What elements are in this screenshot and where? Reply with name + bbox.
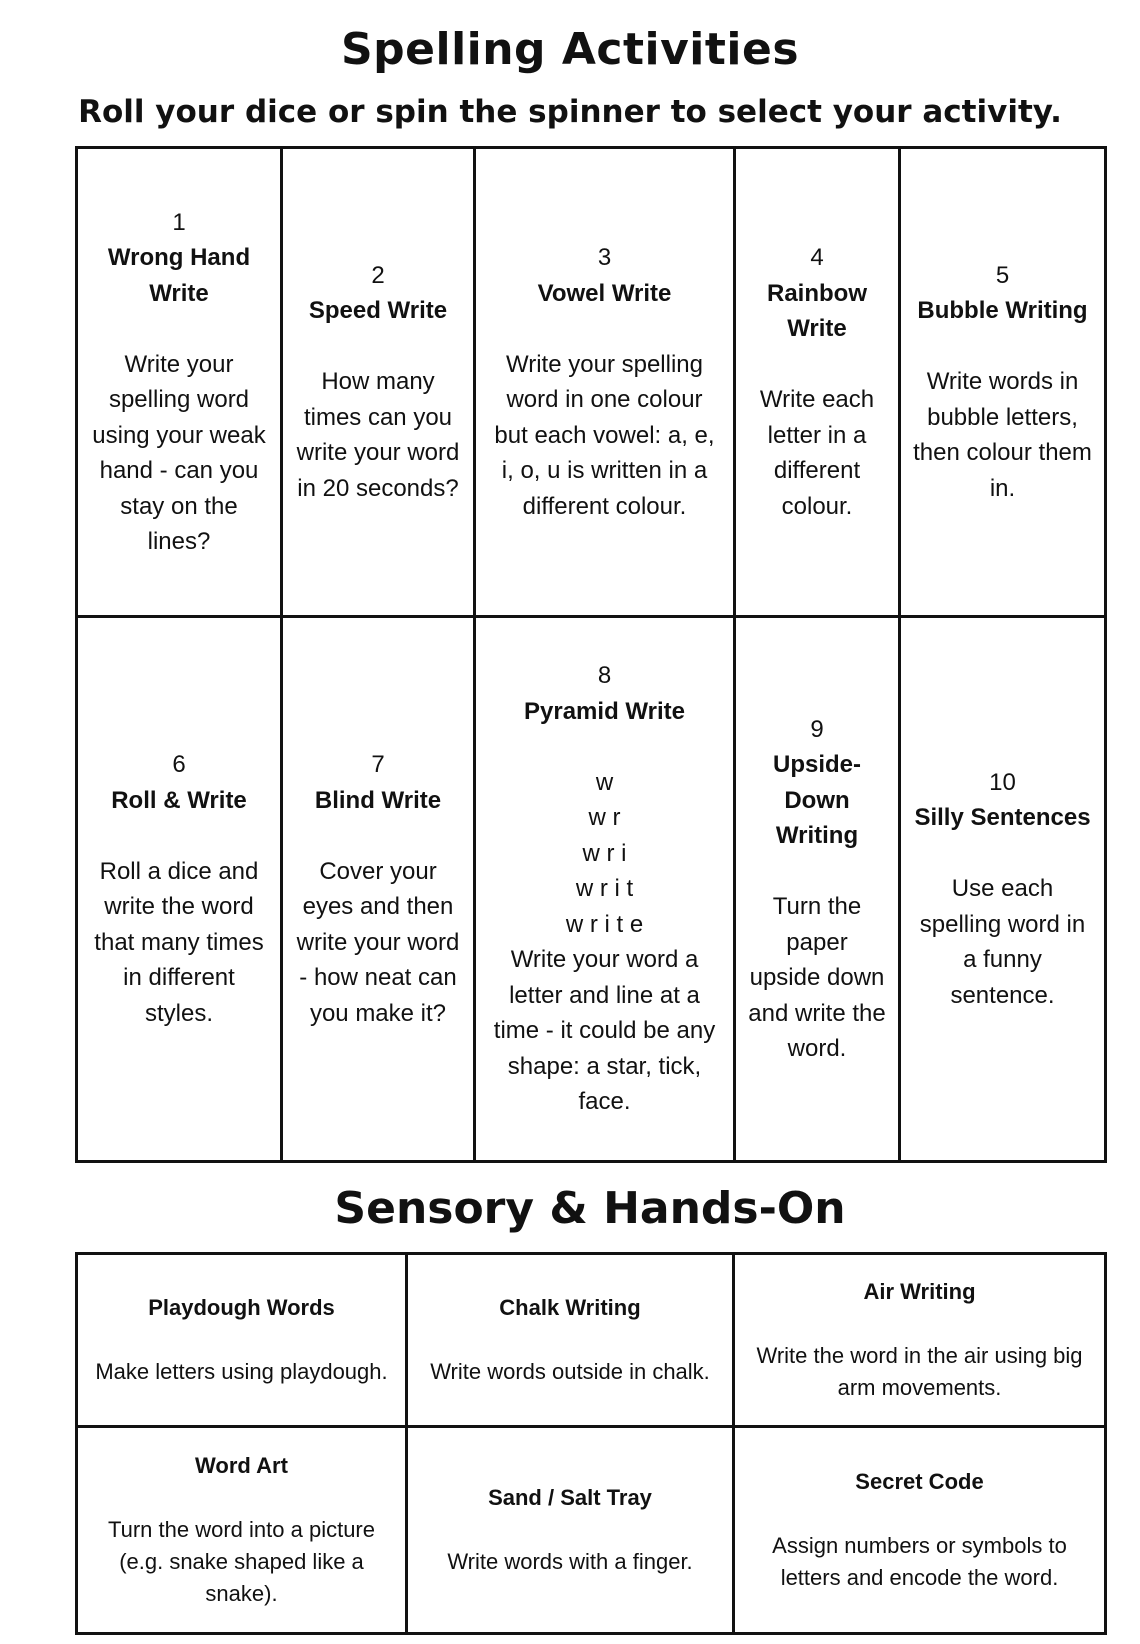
pyramid-line: w r i t e bbox=[565, 910, 644, 938]
activity-name: Bubble Writing bbox=[917, 297, 1088, 325]
activity-cell-10 bbox=[900, 617, 1106, 1162]
activity-name: Speed Write bbox=[308, 297, 448, 325]
sensory-name: Secret Code bbox=[855, 1469, 984, 1494]
pyramid-line: w bbox=[595, 768, 614, 796]
activity-grid bbox=[75, 146, 1107, 1163]
sensory-row bbox=[77, 1254, 1106, 1427]
activity-cell-2 bbox=[282, 148, 475, 617]
activity-number: 8 bbox=[597, 662, 612, 690]
activity-description: Roll a dice and write the word that many times in different styles. bbox=[94, 857, 264, 1027]
activity-number: 1 bbox=[172, 208, 186, 236]
activity-description: Cover your eyes and then write your word - how neat can you make it? bbox=[296, 857, 460, 1027]
sensory-description: Write the word in the air using big arm movements. bbox=[756, 1343, 1083, 1400]
activity-row bbox=[77, 617, 1106, 1162]
activity-cell-6 bbox=[77, 617, 282, 1162]
activity-number: 2 bbox=[371, 261, 385, 289]
activity-row bbox=[77, 148, 1106, 617]
activity-number: 5 bbox=[995, 261, 1010, 289]
activity-name: Blind Write bbox=[314, 786, 442, 814]
activity-description: Write your word a letter and line at a time - it could be any shape: a star, tick, face. bbox=[493, 946, 716, 1116]
activity-description: Write words in bubble letters, then colour them in. bbox=[913, 368, 1092, 502]
activity-cell-9 bbox=[735, 617, 900, 1162]
sensory-grid bbox=[75, 1252, 1107, 1635]
activity-cell-3 bbox=[475, 148, 735, 617]
activity-number: 4 bbox=[810, 244, 824, 271]
activity-description: Turn the paper upside down and write the word. bbox=[748, 893, 886, 1062]
activity-name: Silly Sentences bbox=[914, 804, 1091, 832]
sensory-cell-chalk bbox=[407, 1254, 734, 1427]
sensory-description: Make letters using playdough. bbox=[95, 1359, 388, 1384]
pyramid-line: w r i t bbox=[575, 875, 634, 903]
page-title: Spelling Activities bbox=[340, 24, 800, 75]
activity-number: 6 bbox=[172, 751, 186, 778]
activity-number: 10 bbox=[989, 768, 1016, 796]
sensory-cell-air bbox=[734, 1254, 1106, 1427]
activity-description: Write your spelling word using your weak hand - can you stay on the lines? bbox=[92, 350, 266, 555]
pyramid-line: w r i bbox=[582, 839, 627, 867]
sensory-description: Write words outside in chalk. bbox=[430, 1359, 710, 1384]
activity-number: 9 bbox=[810, 715, 824, 743]
sensory-description: Turn the word into a picture (e.g. snake shaped like a snake). bbox=[108, 1517, 375, 1606]
activity-cell-4 bbox=[735, 148, 900, 617]
activity-number: 3 bbox=[597, 244, 612, 271]
activity-name: Vowel Write bbox=[537, 279, 672, 307]
activity-description: How many times can you write your word in 20 seconds? bbox=[296, 368, 460, 502]
pyramid-line: w r bbox=[588, 804, 621, 832]
activity-cell-7 bbox=[282, 617, 475, 1162]
activity-description: Write each letter in a different colour. bbox=[759, 386, 875, 520]
activity-cell-5 bbox=[900, 148, 1106, 617]
sensory-description: Write words with a finger. bbox=[447, 1549, 693, 1574]
sensory-cell-word-art bbox=[77, 1427, 407, 1634]
activity-number: 7 bbox=[371, 751, 385, 778]
section-title: Sensory & Hands-On bbox=[334, 1183, 846, 1234]
activity-name: Pyramid Write bbox=[524, 697, 685, 725]
activity-cell-8 bbox=[475, 617, 735, 1162]
activity-name: Wrong Hand Write bbox=[107, 244, 251, 307]
sensory-name: Chalk Writing bbox=[499, 1295, 641, 1320]
sensory-name: Word Art bbox=[195, 1453, 288, 1478]
sensory-cell-sand-tray bbox=[407, 1427, 734, 1634]
sensory-description: Assign numbers or symbols to letters and encode the word. bbox=[772, 1533, 1067, 1590]
sensory-name: Sand / Salt Tray bbox=[488, 1485, 652, 1510]
activity-name: Rainbow Write bbox=[767, 279, 867, 342]
sensory-name: Air Writing bbox=[863, 1279, 976, 1304]
sensory-row bbox=[77, 1427, 1106, 1634]
activity-description: Write your spelling word in one colour but each vowel: a, e, i, o, u is written in a different colour. bbox=[494, 350, 715, 520]
activity-name: Roll & Write bbox=[111, 786, 247, 814]
activity-cell-1 bbox=[77, 148, 282, 617]
sensory-cell-secret-code bbox=[734, 1427, 1106, 1634]
sensory-name: Playdough Words bbox=[148, 1295, 335, 1320]
activity-name: Upside-Down Writing bbox=[772, 751, 861, 849]
activity-description: Use each spelling word in a funny sentence. bbox=[919, 875, 1086, 1009]
page-subtitle: Roll your dice or spin the spinner to select your activity. bbox=[78, 94, 1062, 130]
sensory-cell-playdough bbox=[77, 1254, 407, 1427]
